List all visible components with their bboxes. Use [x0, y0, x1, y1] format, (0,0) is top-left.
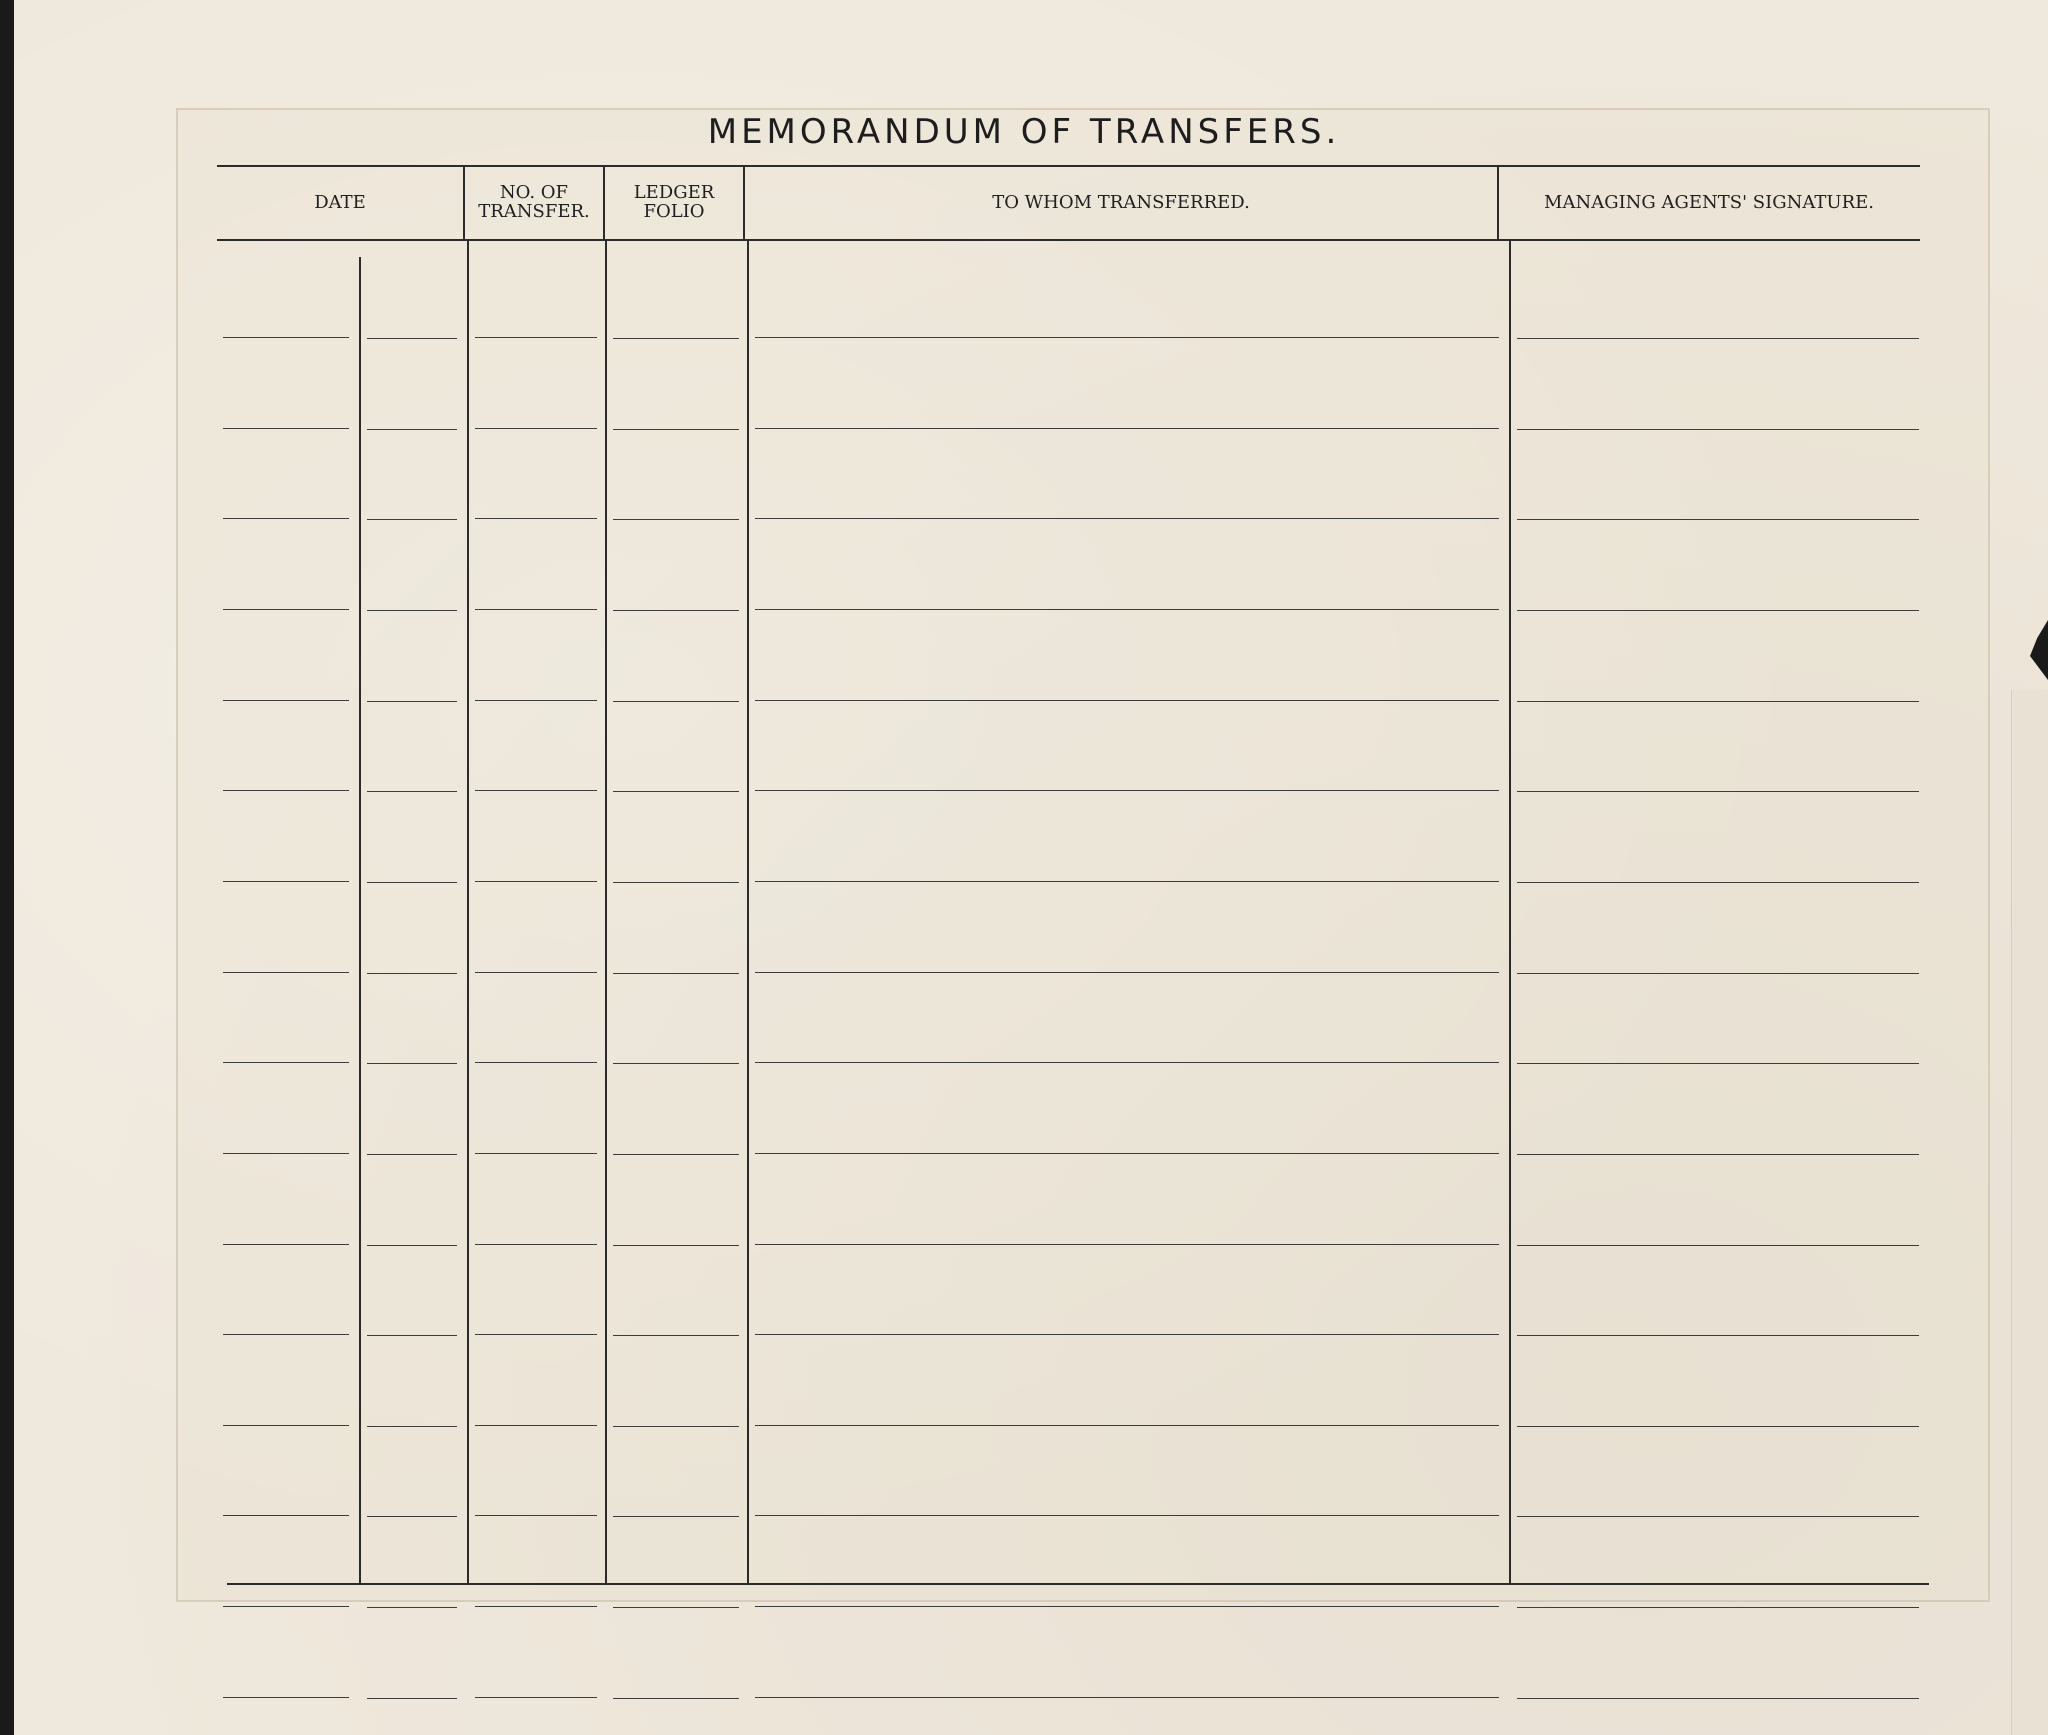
row-rule — [613, 519, 739, 520]
row-rule — [223, 790, 349, 791]
row-rule — [613, 1154, 739, 1155]
header-ledger-folio-label: LEDGER FOLIO — [633, 182, 715, 222]
row-rule — [1517, 1245, 1919, 1246]
row-rule — [475, 609, 597, 610]
row-rule — [475, 1515, 597, 1516]
row-rule — [755, 790, 1499, 791]
row-rule — [1517, 1698, 1919, 1699]
header-divider-4 — [1497, 165, 1499, 239]
row-rule — [1517, 973, 1919, 974]
header-transferee — [745, 167, 1497, 237]
row-rule — [613, 1063, 739, 1064]
row-rule — [223, 881, 349, 882]
header-ledger-folio — [605, 167, 743, 237]
row-rule — [475, 337, 597, 338]
row-rule — [223, 1153, 349, 1154]
row-rule — [1517, 1516, 1919, 1517]
row-rule — [1517, 1063, 1919, 1064]
row-rule — [367, 429, 457, 430]
row-rule — [613, 429, 739, 430]
header-divider-3 — [743, 165, 745, 239]
row-rule — [613, 1698, 739, 1699]
row-rule — [475, 972, 597, 973]
body-divider-1 — [467, 241, 469, 1583]
body-divider-2 — [605, 241, 607, 1583]
body-divider-4 — [1509, 241, 1511, 1583]
row-rule — [223, 1515, 349, 1516]
header-bottom-rule — [217, 239, 1920, 241]
header-transferee-label: TO WHOM TRANSFERRED. — [992, 191, 1250, 213]
row-rule — [755, 1425, 1499, 1426]
date-day-divider — [359, 257, 361, 1583]
row-rule — [223, 972, 349, 973]
row-rule — [475, 790, 597, 791]
row-rule — [1517, 701, 1919, 702]
header-date — [217, 167, 463, 237]
row-rule — [613, 1335, 739, 1336]
row-rule — [613, 338, 739, 339]
row-rule — [475, 428, 597, 429]
row-rule — [367, 791, 457, 792]
row-rule — [475, 1334, 597, 1335]
transfer-table — [217, 165, 1920, 1585]
row-rule — [755, 337, 1499, 338]
header-divider-2 — [603, 165, 605, 239]
row-rule — [367, 1607, 457, 1608]
row-rule — [223, 1425, 349, 1426]
row-rule — [223, 1606, 349, 1607]
row-rule — [755, 1062, 1499, 1063]
row-rule — [613, 610, 739, 611]
row-rule — [1517, 519, 1919, 520]
row-rule — [475, 1606, 597, 1607]
table-bottom-rule — [227, 1583, 1929, 1585]
header-transfer-no-label: NO. OF TRANSFER. — [478, 182, 590, 222]
header-transfer-no — [465, 167, 603, 237]
row-rule — [367, 1516, 457, 1517]
row-rule — [475, 1425, 597, 1426]
row-rule — [367, 1245, 457, 1246]
row-rule — [223, 1697, 349, 1698]
header-date-label: DATE — [314, 191, 366, 213]
row-rule — [755, 1244, 1499, 1245]
row-rule — [613, 1426, 739, 1427]
row-rule — [755, 518, 1499, 519]
row-rule — [367, 1335, 457, 1336]
header-divider-1 — [463, 165, 465, 239]
row-rule — [223, 700, 349, 701]
row-rule — [613, 1607, 739, 1608]
row-rule — [367, 1154, 457, 1155]
row-rule — [755, 1515, 1499, 1516]
row-rule — [367, 973, 457, 974]
row-rule — [475, 1153, 597, 1154]
row-rule — [223, 1062, 349, 1063]
row-rule — [475, 518, 597, 519]
row-rule — [223, 337, 349, 338]
row-rule — [613, 1516, 739, 1517]
row-rule — [223, 609, 349, 610]
row-rule — [1517, 882, 1919, 883]
row-rule — [223, 428, 349, 429]
row-rule — [223, 1334, 349, 1335]
header-signature — [1499, 167, 1919, 237]
row-rule — [755, 1153, 1499, 1154]
row-rule — [755, 881, 1499, 882]
row-rule — [367, 1698, 457, 1699]
row-rule — [367, 519, 457, 520]
row-rule — [755, 1606, 1499, 1607]
body-divider-3 — [747, 241, 749, 1583]
row-rule — [1517, 610, 1919, 611]
row-rule — [755, 428, 1499, 429]
row-rule — [475, 1697, 597, 1698]
row-rule — [1517, 791, 1919, 792]
page-title: MEMORANDUM OF TRANSFERS. — [707, 112, 1341, 152]
row-rule — [367, 882, 457, 883]
row-rule — [1517, 1607, 1919, 1608]
row-rule — [613, 791, 739, 792]
row-rule — [613, 1245, 739, 1246]
header-signature-label: MANAGING AGENTS' SIGNATURE. — [1544, 191, 1874, 213]
row-rule — [1517, 429, 1919, 430]
row-rule — [755, 609, 1499, 610]
torn-edge — [2030, 620, 2048, 680]
row-rule — [223, 1244, 349, 1245]
row-rule — [755, 972, 1499, 973]
row-rule — [367, 701, 457, 702]
row-rule — [475, 1244, 597, 1245]
row-rule — [1517, 1154, 1919, 1155]
row-rule — [475, 700, 597, 701]
row-rule — [367, 610, 457, 611]
row-rule — [755, 1697, 1499, 1698]
row-rule — [613, 701, 739, 702]
paper-fold-strip — [2011, 690, 2048, 1735]
row-rule — [613, 882, 739, 883]
row-rule — [367, 338, 457, 339]
row-rule — [1517, 1335, 1919, 1336]
row-rule — [1517, 1426, 1919, 1427]
row-rule — [367, 1063, 457, 1064]
row-rule — [367, 1426, 457, 1427]
row-rule — [475, 881, 597, 882]
row-rule — [1517, 338, 1919, 339]
row-rule — [755, 1334, 1499, 1335]
row-rule — [755, 700, 1499, 701]
row-rule — [475, 1062, 597, 1063]
row-rule — [223, 518, 349, 519]
row-rule — [613, 973, 739, 974]
